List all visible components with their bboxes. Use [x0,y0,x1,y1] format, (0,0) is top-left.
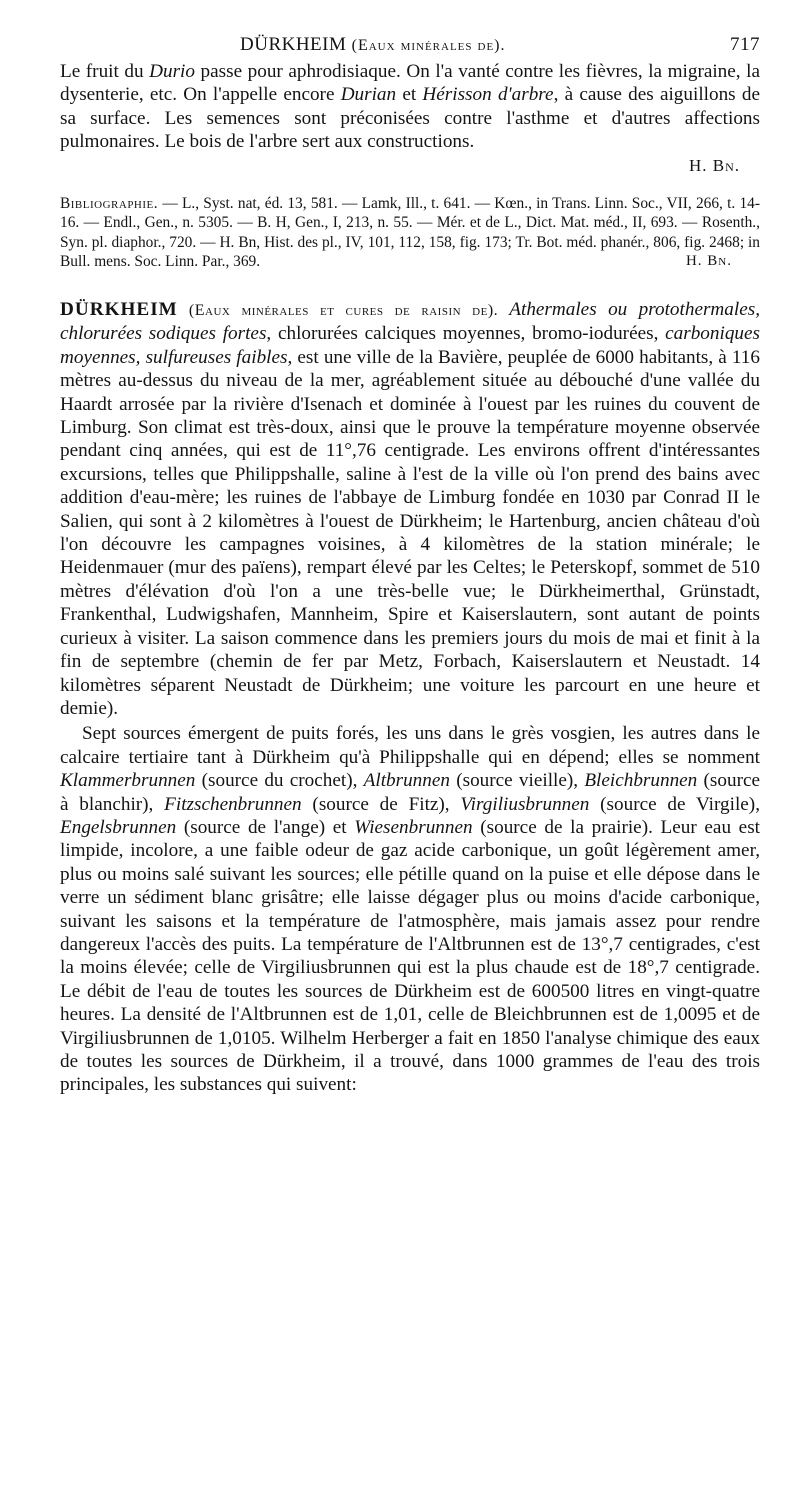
text-run: passe pour aphrodisiaque. On l'a vanté contre les fièvres, la migraine, la dysenterie, etc. On l'appelle encore [60,61,760,106]
spring-name: Klammerbrunnen [60,770,196,792]
italic-term: Athermales ou protothermales, chlorurées sodiques fortes [60,299,760,345]
italic-term: Hérisson d'arbre [422,84,554,106]
italic-term: carboniques moyennes, sulfureuses faibles [60,323,760,368]
running-head [60,30,760,60]
text-run: (source du crochet), [195,770,364,792]
author-signature: H. Bn. [688,155,740,175]
spring-name: Bleichbrunnen [584,770,698,792]
article-headword: DÜRKHEIM [60,299,178,320]
text-run: Le fruit du [60,61,150,82]
spring-name: Fitzschenbrunnen [164,793,302,815]
running-head-paren: (Eaux minérales de). [351,37,506,54]
text-run: (source vieille), [449,770,585,792]
bibliography-label: Bibliographie. [60,194,159,212]
text-run: , chlorurées calciques moyennes, bromo-iodurées, [266,323,666,345]
spring-name: Wiesenbrunnen [354,816,473,838]
durio-paragraph [60,60,760,154]
sources-paragraph [60,722,760,1097]
bibliography-signature: H. Bn. [685,253,732,270]
running-head-title [240,34,506,56]
article-heading: (Eaux minérales et cures de raisin de). [177,302,510,319]
bibliography [60,194,760,272]
text-run: Sept sources émergent de puits forés, les uns dans le grès vosgien, les autres dans le calcaire tertiaire tant à Dürkheim qu'à Philippshalle qui en dépend; elles se nomment [60,723,760,768]
bibliography-text: — L., Syst. nat, éd. 13, 581. — Lamk, Ill., t. 641. — Kœn., in Trans. Linn. Soc., VII, 266, t. 14-16. — Endl., Gen., n. 5305. — B. H, Gen., I, 213, n. 55. — Mér. et de L., Dict. Mat. méd., II, 693. — Rosenth., Syn. pl. diaphor., 720. — H. Bn, Hist. des pl., IV, 101, 112, 158, fig. 173; Tr. Bot. méd. phanér., 806, fig. 2468; in Bull. mens. Soc. Linn. Par., 369. [60,194,760,271]
text-run: , à cause des aiguillons de sa surface. Les semences sont préconisées contre l'asthme et d'autres affections pulmonaires. Le bois de l'arbre sert aux constructions. [60,84,760,153]
italic-term: Durio [149,61,195,82]
text-run: (source de l'ange) et [176,816,355,838]
page-number: 717 [730,34,760,55]
running-head-main: DÜRKHEIM [240,34,347,55]
italic-term: Durian [340,84,397,106]
spring-name: Engelsbrunnen [60,816,177,838]
text-run: (source de Fitz), [301,793,461,815]
spring-name: Virgiliusbrunnen [460,793,590,815]
text-run: et [396,84,423,106]
text-run: (source à blanchir), [60,770,760,815]
text-run: , est une ville de la Bavière, peuplée de 6000 habitants, à 116 mètres au-dessus du niveau de la mer, agréablement située au débouché d'une vallée du Haardt arrosée par la rivière d'Isenach et dominée à l'ouest par les ruines du couvent de Limburg. Son climat est très-doux, ainsi que le prouve la température moyenne observée pendant cinq années, qui est de 11°,76 centigrade. Les environs offrent d'intéressantes excursions, telles que Philippshalle, saline à l'est de la ville où l'on prend des bains avec addition d'eau-mère; les ruines de l'abbaye de Limburg fondée en 1030 par Conrad II le Salien, qui sont à 2 kilomètres à l'ouest de Dürkheim; le Hartenburg, ancien château d'où l'on découvre les campagnes voisines, à 4 kilomètres de la station minérale; le Heidenmauer (mur des païens), rempart élevé par les Celtes; le Peterskopf, sommet de 510 mètres d'élévation d'où l'on a une très-belle vue; le Dürkheimerthal, Grünstadt, Frankenthal, Ludwigshafen, Mannheim, Spire et Kaiserslautern, sont autant de points curieux à visiter. La saison commence dans les premiers jours du mois de mai et finit à la fin de septembre (chemin de fer par Metz, Forbach, Kaiserslautern et Neustadt. 14 kilomètres séparent Neustadt de Dürkheim; une voiture les parcourt en une heure et demie). [60,346,760,719]
text-run: (source de la prairie). Leur eau est limpide, incolore, a une faible odeur de gaz acide carbonique, un goût légèrement amer, plus ou moins salé suivant les sources; elle pétille quand on la puise et elle dépose dans le verre un sédiment blanc grisâtre; elle laisse dégager plus ou moins d'acide carbonique, suivant les saisons et la température de l'atmosphère, mais jamais assez pour rendre dangereux l'accès des puits. La température de l'Altbrunnen est de 13°,7 centigrades, c'est la moins élevée; celle de Virgiliusbrunnen qui est la plus chaude est de 18°,7 centigrade. Le débit de l'eau de toutes les sources de Dürkheim est de 600500 litres en vingt-quatre heures. La densité de l'Altbrunnen est de 1,01, celle de Bleichbrunnen est de 1,0095 et de Virgiliusbrunnen de 1,0105. Wilhelm Herberger a fait en 1850 l'analyse chimique des eaux de toutes les sources de Dürkheim, il a trouvé, dans 1000 grammes de l'eau des trois principales, les substances qui suivent: [60,816,760,1096]
book-page [60,30,760,1097]
spring-name: Altbrunnen [363,770,450,792]
article-durkheim [60,298,760,720]
text-run: (source de Virgile), [589,793,760,815]
